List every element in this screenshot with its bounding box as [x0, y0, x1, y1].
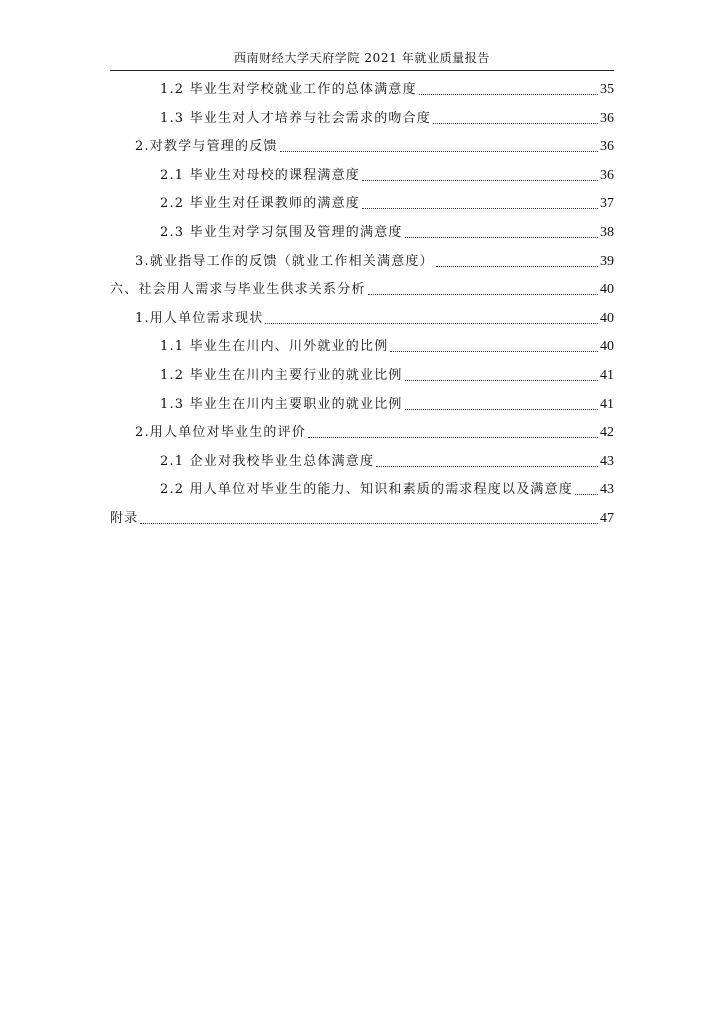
toc-entry-page: 36 [600, 167, 614, 183]
header-divider [110, 70, 614, 71]
toc-leader-dots [575, 494, 598, 495]
toc-entry[interactable] [0, 220, 724, 242]
toc-entry-title: 1.3 毕业生在川内主要职业的就业比例 [160, 396, 403, 412]
toc-entry-title: 2.2 用人单位对毕业生的能力、知识和素质的需求程度以及满意度 [160, 482, 574, 498]
toc-entry[interactable] [0, 363, 724, 385]
toc-leader-dots [376, 466, 598, 467]
toc-entry-line [160, 220, 614, 242]
toc-entry-title: 1.2 毕业生在川内主要行业的就业比例 [160, 368, 403, 383]
toc-leader-dots [362, 208, 598, 209]
toc-entry-line [110, 506, 614, 528]
toc-entry-title: 2.用人单位对毕业生的评价 [135, 425, 307, 441]
toc-entry-page: 43 [600, 453, 614, 469]
toc-leader-dots [140, 523, 598, 524]
toc-entry-page: 42 [600, 425, 614, 441]
toc-entry-page: 35 [600, 82, 614, 97]
toc-entry[interactable] [0, 392, 724, 414]
toc-entry-page: 40 [600, 339, 614, 355]
toc-leader-dots [405, 409, 598, 410]
toc-entry-page: 40 [600, 310, 614, 326]
toc-entry-line [160, 477, 614, 499]
toc-entry-line [160, 163, 614, 185]
toc-leader-dots [280, 151, 598, 152]
toc-leader-dots [368, 294, 598, 295]
toc-entry-page: 37 [600, 196, 614, 212]
toc-entry-page: 39 [600, 253, 614, 269]
toc-entry[interactable] [0, 277, 724, 299]
toc-entry-line [135, 249, 614, 271]
toc-leader-dots [390, 351, 598, 352]
toc-entry[interactable] [0, 334, 724, 356]
toc-entry-line [135, 420, 614, 442]
toc-entry-line [160, 106, 614, 128]
toc-entry-title: 1.1 毕业生在川内、川外就业的比例 [160, 339, 389, 355]
toc-leader-dots [433, 123, 598, 124]
toc-entry-title: 2.1 企业对我校毕业生总体满意度 [160, 453, 375, 469]
toc-entry[interactable] [0, 77, 724, 99]
toc-entry[interactable] [0, 477, 724, 499]
toc-leader-dots [265, 323, 598, 324]
toc-entry-page: 41 [600, 396, 614, 412]
toc-entry-title: 六、社会用人需求与毕业生供求关系分析 [110, 282, 366, 298]
toc-entry-title: 2.1 毕业生对母校的课程满意度 [160, 167, 361, 183]
toc-entry-line [135, 134, 614, 156]
toc-entry[interactable] [0, 134, 724, 156]
toc-entry[interactable] [0, 191, 724, 213]
toc-entry-title: 附录 [110, 511, 139, 526]
toc-entry-page: 41 [600, 368, 614, 383]
toc-entry-line [110, 277, 614, 299]
toc-entry[interactable] [0, 306, 724, 328]
toc-entry-title: 1.2 毕业生对学校就业工作的总体满意度 [160, 82, 417, 97]
toc-leader-dots [436, 266, 598, 267]
toc-entry-line [160, 392, 614, 414]
toc-entry-title: 1.用人单位需求现状 [135, 310, 264, 326]
toc-leader-dots [308, 437, 598, 438]
toc-entry-page: 36 [600, 139, 614, 155]
toc-leader-dots [419, 94, 598, 95]
toc-leader-dots [362, 180, 598, 181]
toc-entry-line [135, 306, 614, 328]
toc-entry[interactable] [0, 506, 724, 528]
toc-entry-title: 2.3 毕业生对学习氛围及管理的满意度 [160, 225, 403, 240]
toc-entry[interactable] [0, 449, 724, 471]
toc-entry[interactable] [0, 249, 724, 271]
toc-leader-dots [405, 237, 598, 238]
toc-entry[interactable] [0, 163, 724, 185]
toc-entry-line [160, 77, 614, 99]
toc-entry[interactable] [0, 106, 724, 128]
toc-entry-title: 3.就业指导工作的反馈（就业工作相关满意度） [135, 253, 434, 269]
toc-entry-page: 40 [600, 282, 614, 298]
toc-entry-title: 2.2 毕业生对任课教师的满意度 [160, 196, 361, 212]
toc-entry-page: 43 [600, 482, 614, 498]
toc-entry-title: 2.对教学与管理的反馈 [135, 139, 278, 155]
toc-entry-line [160, 449, 614, 471]
toc-entry-page: 47 [600, 511, 614, 526]
toc-entry-page: 36 [600, 110, 614, 126]
toc-entry-line [160, 334, 614, 356]
toc-entry[interactable] [0, 420, 724, 442]
toc-leader-dots [405, 380, 598, 381]
page-header: 西南财经大学天府学院 2021 年就业质量报告 [234, 51, 490, 65]
toc-entry-line [160, 363, 614, 385]
toc-entry-page: 38 [600, 225, 614, 240]
toc-entry-line [160, 191, 614, 213]
toc-entry-title: 1.3 毕业生对人才培养与社会需求的吻合度 [160, 110, 432, 126]
